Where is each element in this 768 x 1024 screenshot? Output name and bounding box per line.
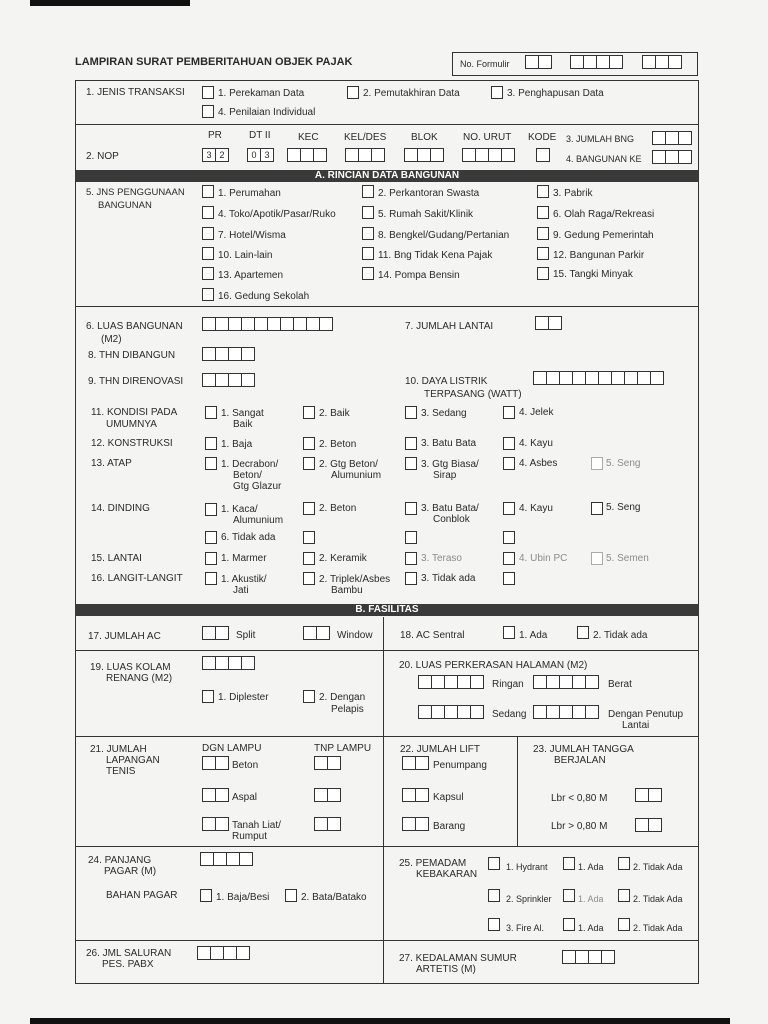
perkerasan-penutup-label-1: Dengan Penutup	[608, 709, 684, 720]
hydrant-tidak-checkbox[interactable]	[618, 857, 630, 870]
jp-pabrik-checkbox[interactable]	[537, 185, 549, 198]
kolam-pelapis-checkbox[interactable]	[303, 690, 315, 703]
penilaian-checkbox[interactable]	[202, 105, 214, 118]
pemutakhiran-label: 2. Pemutakhiran Data	[363, 88, 460, 99]
ac-window-label: Window	[337, 630, 373, 641]
ac-sentral-tidak-label: 2. Tidak ada	[593, 630, 648, 641]
nop-header-kec: KEC	[298, 132, 319, 143]
pemadam-sprinkler-label: 2. Sprinkler	[506, 894, 552, 904]
langit-extra-checkbox[interactable]	[503, 572, 515, 585]
atap-gtgbiasa-label-1: 3. Gtg Biasa/	[421, 459, 479, 470]
lantai-marmer-checkbox[interactable]	[205, 552, 217, 565]
sprinkler-ada-label: 1. Ada	[578, 894, 604, 904]
jp-olahraga-label: 6. Olah Raga/Rekreasi	[553, 209, 655, 220]
pabx-label-1: 26. JML SALURAN	[86, 948, 172, 959]
bangunan-ke-label: 4. BANGUNAN KE	[566, 154, 642, 164]
kondisi-baik-label: 2. Baik	[319, 408, 350, 419]
sprinkler-ada-checkbox[interactable]	[563, 889, 575, 902]
ac-label: 17. JUMLAH AC	[88, 631, 161, 642]
tenis-tanah-label-1: Tanah Liat/	[232, 820, 281, 831]
langit-tidakada-label: 3. Tidak ada	[421, 573, 476, 584]
jp-toko-checkbox[interactable]	[202, 206, 214, 219]
kondisi-label-1: 11. KONDISI PADA	[91, 407, 178, 418]
tenis-label-1: 21. JUMLAH	[90, 744, 147, 755]
penghapusan-checkbox[interactable]	[491, 86, 503, 99]
langit-akustik-label-2: Jati	[233, 585, 249, 596]
nop-header-blok: BLOK	[411, 132, 438, 143]
jumlah-lantai-cells[interactable]	[535, 316, 561, 330]
pemadam-sprinkler-checkbox[interactable]	[488, 889, 500, 902]
lantai-ubin-label: 4. Ubin PC	[519, 553, 568, 564]
atap-gtgbeton-label-2: Alumunium	[331, 470, 382, 481]
jumlah-bng-cells[interactable]	[652, 131, 691, 145]
tenis-label-3: TENIS	[106, 766, 136, 777]
jp-pabrik-label: 3. Pabrik	[553, 188, 593, 199]
ac-sentral-tidak-checkbox[interactable]	[577, 626, 589, 639]
jp-pompa-checkbox[interactable]	[362, 267, 374, 280]
lantai-ubin-checkbox[interactable]	[503, 552, 515, 565]
lantai-keramik-checkbox[interactable]	[303, 552, 315, 565]
tenis-aspal-dgn-cells[interactable]	[202, 788, 228, 802]
pabx-label-2: PES. PABX	[102, 959, 154, 970]
jp-parkir-checkbox[interactable]	[537, 247, 549, 260]
no-formulir-cells-2[interactable]	[570, 55, 622, 69]
perkerasan-berat-cells[interactable]	[533, 675, 598, 689]
jp-pemerintah-label: 9. Gedung Pemerintah	[553, 230, 654, 241]
jenis-transaksi-label: 1. JENIS TRANSAKSI	[86, 87, 185, 98]
jp-rumahsakit-checkbox[interactable]	[362, 206, 374, 219]
dinding-label: 14. DINDING	[91, 503, 150, 514]
tenis-aspal-label: Aspal	[232, 792, 258, 803]
dinding-seng-label: 5. Seng	[606, 502, 641, 513]
jp-sekolah-checkbox[interactable]	[202, 288, 214, 301]
langit-triplek-label-2: Bambu	[331, 585, 363, 596]
tenis-tanah-dgn-cells[interactable]	[202, 817, 228, 831]
tangga-label-2: BERJALAN	[554, 755, 606, 766]
penghapusan-label: 3. Penghapusan Data	[507, 88, 604, 99]
konstruksi-beton-checkbox[interactable]	[303, 437, 315, 450]
sumur-cells[interactable]	[562, 950, 614, 964]
kondisi-sedang-checkbox[interactable]	[405, 406, 417, 419]
atap-decrabon-label-3: Gtg Glazur	[233, 481, 282, 492]
perkerasan-penutup-cells[interactable]	[533, 705, 598, 719]
konstruksi-baja-label: 1. Baja	[221, 439, 253, 450]
nop-kec-cells[interactable]	[287, 148, 326, 162]
kondisi-sangatbaik-label-1: 1. Sangat	[221, 408, 264, 419]
ac-split-label: Split	[236, 630, 256, 641]
dinding-extra-checkbox-1[interactable]	[303, 531, 315, 544]
kondisi-sangatbaik-label-2: Baik	[233, 419, 253, 430]
jp-perkantoran-label: 2. Perkantoran Swasta	[378, 188, 480, 199]
ac-window-cells[interactable]	[303, 626, 329, 640]
langit-tidakada-checkbox[interactable]	[405, 572, 417, 585]
luas-bangunan-label-2: (M2)	[101, 334, 122, 345]
tenis-beton-dgn-cells[interactable]	[202, 756, 228, 770]
nop-header-nourut: NO. URUT	[463, 132, 512, 143]
konstruksi-kayu-checkbox[interactable]	[503, 437, 515, 450]
hydrant-tidak-label: 2. Tidak Ada	[633, 862, 683, 872]
daya-listrik-cells[interactable]	[533, 371, 663, 385]
kolam-pelapis-label-2: Pelapis	[331, 704, 364, 715]
jp-perumahan-label: 1. Perumahan	[218, 188, 281, 199]
nop-blok-cells[interactable]	[404, 148, 443, 162]
pagar-label-2: PAGAR (M)	[104, 866, 157, 877]
sumur-label-1: 27. KEDALAMAN SUMUR	[399, 953, 517, 964]
konstruksi-label: 12. KONSTRUKSI	[91, 438, 173, 449]
jp-hotel-checkbox[interactable]	[202, 227, 214, 240]
lift-penumpang-cells[interactable]	[402, 756, 428, 770]
jp-olahraga-checkbox[interactable]	[537, 206, 549, 219]
fireal-tidak-label: 2. Tidak Ada	[633, 923, 683, 933]
dinding-batubata-label-1: 3. Batu Bata/	[421, 503, 479, 514]
jp-toko-label: 4. Toko/Apotik/Pasar/Ruko	[218, 209, 336, 220]
atap-gtgbeton-label-1: 2. Gtg Beton/	[319, 459, 378, 470]
jp-tidakkena-checkbox[interactable]	[362, 247, 374, 260]
fireal-tidak-checkbox[interactable]	[618, 918, 630, 931]
section-a-header: A. RINCIAN DATA BANGUNAN	[75, 170, 699, 182]
atap-decrabon-checkbox[interactable]	[205, 457, 217, 470]
tenis-tanah-label-2: Rumput	[232, 831, 268, 842]
atap-asbes-checkbox[interactable]	[503, 457, 515, 470]
dinding-extra-checkbox-2[interactable]	[405, 531, 417, 544]
ac-sentral-ada-checkbox[interactable]	[503, 626, 515, 639]
pemadam-fireal-checkbox[interactable]	[488, 918, 500, 931]
lantai-semen-label: 5. Semen	[606, 553, 649, 564]
dinding-tidakada-checkbox[interactable]	[205, 531, 217, 544]
jenis-penggunaan-label-2: BANGUNAN	[98, 200, 152, 211]
nop-nourut-cells[interactable]	[462, 148, 514, 162]
langit-akustik-label-1: 1. Akustik/	[221, 574, 267, 585]
fireal-ada-checkbox[interactable]	[563, 918, 575, 931]
kolam-label-2: RENANG (M2)	[106, 673, 173, 684]
nop-header-pr: PR	[208, 130, 222, 141]
pagar-baja-checkbox[interactable]	[200, 889, 212, 902]
jp-sekolah-label: 16. Gedung Sekolah	[218, 291, 310, 302]
ac-sentral-label: 18. AC Sentral	[400, 630, 465, 641]
jp-tangki-checkbox[interactable]	[537, 267, 549, 280]
sprinkler-tidak-label: 2. Tidak Ada	[633, 894, 683, 904]
dinding-kaca-label-1: 1. Kaca/	[221, 504, 258, 515]
jp-tangki-label: 15. Tangki Minyak	[553, 269, 633, 280]
jp-rumahsakit-label: 5. Rumah Sakit/Klinik	[378, 209, 474, 220]
jumlah-lantai-label: 7. JUMLAH LANTAI	[405, 321, 494, 332]
thn-direnovasi-cells[interactable]	[202, 373, 254, 387]
lift-barang-cells[interactable]	[402, 817, 428, 831]
dinding-seng-checkbox[interactable]	[591, 502, 603, 515]
fireal-ada-label: 1. Ada	[578, 923, 604, 933]
nop-label: 2. NOP	[86, 151, 119, 162]
lantai-teraso-checkbox[interactable]	[405, 552, 417, 565]
jp-parkir-label: 12. Bangunan Parkir	[553, 250, 645, 261]
tenis-beton-tnp-cells[interactable]	[314, 756, 340, 770]
hydrant-ada-checkbox[interactable]	[563, 857, 575, 870]
dinding-batubata-checkbox[interactable]	[405, 502, 417, 515]
nop-keldes-cells[interactable]	[345, 148, 384, 162]
section-b-header: B. FASILITAS	[75, 604, 699, 616]
perkerasan-penutup-label-2: Lantai	[622, 720, 650, 731]
pagar-bahan-label: BAHAN PAGAR	[106, 890, 178, 901]
lantai-keramik-label: 2. Keramik	[319, 553, 367, 564]
daya-listrik-label-2: TERPASANG (WATT)	[424, 389, 522, 400]
nop-header-dt2: DT II	[249, 130, 271, 141]
perkerasan-sedang-label: Sedang	[492, 709, 527, 720]
nop-kode-cells[interactable]	[536, 148, 549, 162]
pemadam-fireal-label: 3. Fire Al.	[506, 923, 545, 933]
tangga-large-cells[interactable]	[635, 818, 661, 832]
pemadam-label-2: KEBAKARAN	[416, 869, 478, 880]
sprinkler-tidak-checkbox[interactable]	[618, 889, 630, 902]
konstruksi-batubata-checkbox[interactable]	[405, 437, 417, 450]
luas-bangunan-cells[interactable]	[202, 317, 332, 331]
kondisi-sedang-label: 3. Sedang	[421, 408, 467, 419]
jp-apartemen-label: 13. Apartemen	[218, 270, 284, 281]
lift-kapsul-label: Kapsul	[433, 792, 464, 803]
lift-penumpang-label: Penumpang	[433, 760, 487, 771]
kolam-luas-cells[interactable]	[202, 656, 254, 670]
form-title: LAMPIRAN SURAT PEMBERITAHUAN OBJEK PAJAK	[75, 56, 353, 68]
lantai-label: 15. LANTAI	[91, 553, 142, 564]
jp-hotel-label: 7. Hotel/Wisma	[218, 230, 286, 241]
thn-dibangun-cells[interactable]	[202, 347, 254, 361]
pabx-cells[interactable]	[197, 946, 249, 960]
luas-bangunan-label-1: 6. LUAS BANGUNAN	[86, 321, 183, 332]
jp-bengkel-label: 8. Bengkel/Gudang/Pertanian	[378, 230, 510, 241]
jp-lainlain-checkbox[interactable]	[202, 247, 214, 260]
ac-split-cells[interactable]	[202, 626, 228, 640]
kolam-pelapis-label-1: 2. Dengan	[319, 692, 366, 703]
atap-decrabon-label-1: 1. Decrabon/	[221, 459, 279, 470]
atap-seng-checkbox[interactable]	[591, 457, 603, 470]
pagar-label-1: 24. PANJANG	[88, 855, 152, 866]
atap-gtgbiasa-checkbox[interactable]	[405, 457, 417, 470]
lantai-marmer-label: 1. Marmer	[221, 553, 267, 564]
hydrant-ada-label: 1. Ada	[578, 862, 604, 872]
perkerasan-ringan-label: Ringan	[492, 679, 524, 690]
jumlah-bng-label: 3. JUMLAH BNG	[566, 134, 635, 144]
atap-seng-label: 5. Seng	[606, 458, 641, 469]
jp-pompa-label: 14. Pompa Bensin	[378, 270, 460, 281]
tangga-large-label: Lbr > 0,80 M	[551, 821, 608, 832]
atap-gtgbiasa-label-2: Sirap	[433, 470, 457, 481]
kolam-label-1: 19. LUAS KOLAM	[90, 662, 171, 673]
lift-kapsul-cells[interactable]	[402, 788, 428, 802]
tangga-label-1: 23. JUMLAH TANGGA	[533, 744, 634, 755]
langit-label: 16. LANGIT-LANGIT	[91, 573, 183, 584]
atap-asbes-label: 4. Asbes	[519, 458, 558, 469]
pagar-panjang-cells[interactable]	[200, 852, 252, 866]
perkerasan-ringan-cells[interactable]	[418, 675, 483, 689]
pemadam-hydrant-label: 1. Hydrant	[506, 862, 548, 872]
scan-edge-mark	[30, 0, 190, 6]
tenis-label-2: LAPANGAN	[106, 755, 160, 766]
sumur-label-2: ARTETIS (M)	[416, 964, 476, 975]
pagar-baja-label: 1. Baja/Besi	[216, 892, 270, 903]
no-formulir-cells-1[interactable]	[525, 55, 551, 69]
kolam-diplester-checkbox[interactable]	[202, 690, 214, 703]
pemadam-hydrant-checkbox[interactable]	[488, 857, 500, 870]
dinding-beton-checkbox[interactable]	[303, 502, 315, 515]
tenis-aspal-tnp-cells[interactable]	[314, 788, 340, 802]
langit-triplek-label-1: 2. Triplek/Asbes	[319, 574, 391, 585]
konstruksi-batubata-label: 3. Batu Bata	[421, 438, 477, 449]
dinding-beton-label: 2. Beton	[319, 503, 357, 514]
kondisi-sangatbaik-checkbox[interactable]	[205, 406, 217, 419]
tenis-tanah-tnp-cells[interactable]	[314, 817, 340, 831]
dinding-kaca-checkbox[interactable]	[205, 503, 217, 516]
perkerasan-berat-label: Berat	[608, 679, 632, 690]
tenis-tnp-lampu-label: TNP LAMPU	[314, 743, 372, 754]
langit-triplek-checkbox[interactable]	[303, 572, 315, 585]
lantai-semen-checkbox[interactable]	[591, 552, 603, 565]
kondisi-jelek-checkbox[interactable]	[503, 406, 515, 419]
atap-gtgbeton-checkbox[interactable]	[303, 457, 315, 470]
dinding-batubata-label-2: Conblok	[433, 514, 470, 525]
kondisi-jelek-label: 4. Jelek	[519, 407, 554, 418]
pagar-bata-checkbox[interactable]	[285, 889, 297, 902]
pemadam-label-1: 25. PEMADAM	[399, 858, 467, 869]
thn-dibangun-label: 8. THN DIBANGUN	[88, 350, 176, 361]
kondisi-label-2: UMUMNYA	[106, 419, 157, 430]
ac-sentral-ada-label: 1. Ada	[519, 630, 548, 641]
jp-perumahan-checkbox[interactable]	[202, 185, 214, 198]
bangunan-ke-cells[interactable]	[652, 150, 691, 164]
atap-label: 13. ATAP	[91, 458, 132, 469]
nop-dt2-cells[interactable]: 0 3	[247, 148, 273, 162]
dinding-tidakada-label: 6. Tidak ada	[221, 532, 276, 543]
jenis-penggunaan-label-1: 5. JNS PENGGUNAAN	[86, 187, 185, 198]
nop-pr-cells[interactable]: 3 2	[202, 148, 228, 162]
perkerasan-label: 20. LUAS PERKERASAN HALAMAN (M2)	[399, 660, 588, 671]
jp-apartemen-checkbox[interactable]	[202, 267, 214, 280]
bottom-edge-mark	[30, 1018, 730, 1024]
nop-header-keldes: KEL/DES	[344, 132, 387, 143]
nop-header-kode: KODE	[528, 132, 557, 143]
kondisi-baik-checkbox[interactable]	[303, 406, 315, 419]
penilaian-label: 4. Penilaian Individual	[218, 107, 316, 118]
no-formulir-label: No. Formulir	[460, 59, 510, 69]
perekaman-label: 1. Perekaman Data	[218, 88, 305, 99]
perekaman-checkbox[interactable]	[202, 86, 214, 99]
thn-direnovasi-label: 9. THN DIRENOVASI	[88, 376, 184, 387]
tangga-small-cells[interactable]	[635, 788, 661, 802]
kolam-diplester-label: 1. Diplester	[218, 692, 269, 703]
perkerasan-sedang-cells[interactable]	[418, 705, 483, 719]
jp-tidakkena-label: 11. Bng Tidak Kena Pajak	[378, 250, 493, 261]
tangga-small-label: Lbr < 0,80 M	[551, 793, 608, 804]
jp-bengkel-checkbox[interactable]	[362, 227, 374, 240]
pemutakhiran-checkbox[interactable]	[347, 86, 359, 99]
konstruksi-beton-label: 2. Beton	[319, 439, 357, 450]
konstruksi-baja-checkbox[interactable]	[205, 437, 217, 450]
tenis-beton-label: Beton	[232, 760, 259, 771]
dinding-kayu-checkbox[interactable]	[503, 502, 515, 515]
konstruksi-kayu-label: 4. Kayu	[519, 438, 553, 449]
jp-lainlain-label: 10. Lain-lain	[218, 250, 273, 261]
jp-pemerintah-checkbox[interactable]	[537, 227, 549, 240]
pagar-bata-label: 2. Bata/Batako	[301, 892, 367, 903]
daya-listrik-label-1: 10. DAYA LISTRIK	[405, 376, 488, 387]
no-formulir-cells-3[interactable]	[642, 55, 681, 69]
tenis-dgn-lampu-label: DGN LAMPU	[202, 743, 262, 754]
atap-decrabon-label-2: Beton/	[233, 470, 262, 481]
dinding-kayu-label: 4. Kayu	[519, 503, 553, 514]
lift-label: 22. JUMLAH LIFT	[400, 744, 481, 755]
langit-akustik-checkbox[interactable]	[205, 572, 217, 585]
dinding-extra-checkbox-3[interactable]	[503, 531, 515, 544]
lantai-teraso-label: 3. Teraso	[421, 553, 462, 564]
dinding-kaca-label-2: Alumunium	[233, 515, 284, 526]
jp-perkantoran-checkbox[interactable]	[362, 185, 374, 198]
lift-barang-label: Barang	[433, 821, 466, 832]
